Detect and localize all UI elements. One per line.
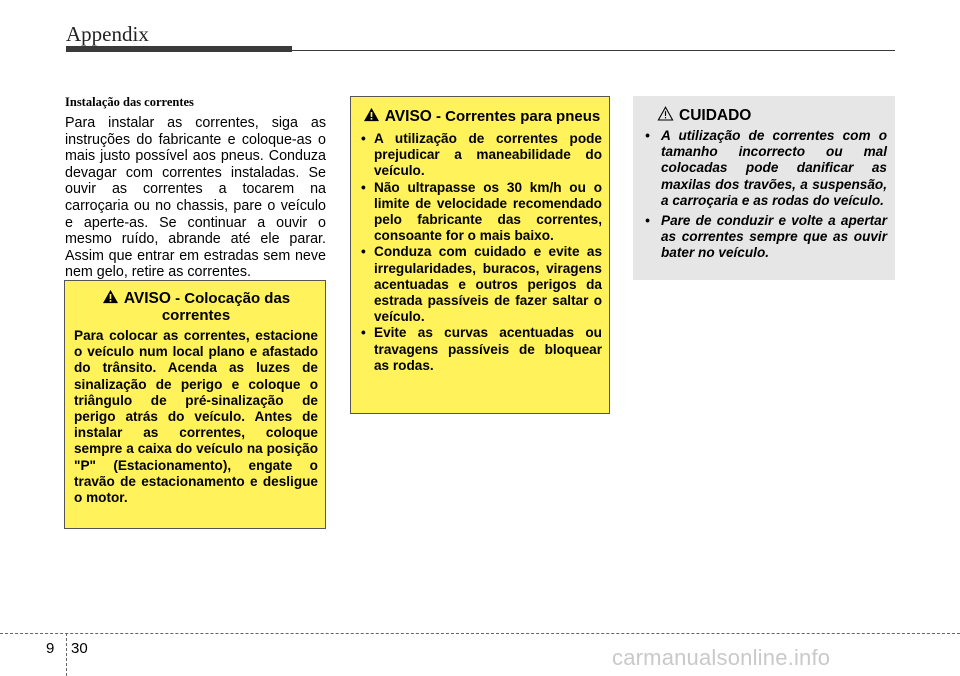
warning-title <box>74 289 318 324</box>
list-item: • Pare de conduzir e volte a apertar as correntes sempre que as ouvir bater no veículo. <box>641 213 887 262</box>
section-heading: Instalação das correntes <box>65 95 194 109</box>
header-bar-thick <box>66 46 292 52</box>
warning-title-label: AVISO <box>123 290 171 307</box>
warning-box-tire-chains <box>350 96 610 414</box>
warning-title-label: AVISO <box>384 108 432 125</box>
footer-rule <box>0 633 960 634</box>
header-title: Appendix <box>66 22 149 46</box>
list-item: • Conduza com cuidado e evite as irregularidades, buracos, viragens acentuadas e outros perigos da estrada passíveis de fazer saltar o veículo. <box>361 244 602 325</box>
list-item: • Evite as curvas acentuadas ou travagens passíveis de bloquear as rodas. <box>361 325 602 374</box>
chapter-number: 9 <box>46 640 55 657</box>
caution-title <box>657 106 887 124</box>
footer-divider <box>66 633 67 676</box>
caution-box <box>633 96 895 280</box>
main-section <box>65 95 326 281</box>
header-rule <box>292 50 895 51</box>
warning-box-chain-installation <box>64 280 326 529</box>
caution-title-label: CUIDADO <box>679 107 752 124</box>
caution-triangle-outline-icon <box>657 106 674 121</box>
watermark: carmanualsonline.info <box>612 645 831 670</box>
warning-triangle-icon <box>363 107 380 122</box>
list-item: • A utilização de correntes pode prejudicar a maneabilidade do veículo. <box>361 131 602 180</box>
list-item: • Não ultrapasse os 30 km/h ou o limite de velocidade recomendado pelo fabricante das correntes, consoante for o mais baixo. <box>361 180 602 245</box>
list-item: • A utilização de correntes com o tamanho incorrecto ou mal colocadas pode danificar as maxilas dos travões, a suspensão, a carroçaria e as rodas do veículo. <box>641 128 887 209</box>
warning-title-subtitle: - Colocação das correntes <box>161 290 291 324</box>
section-body: Para instalar as correntes, siga as instruções do fabricante e coloque-as o mais justo possível aos pneus. Conduza devagar com correntes instaladas. Se ouvir as correntes a tocarem na carroçaria ou no chassis, pare o veículo e aperte-as. Se continuar a ouvir o mesmo ruído, abrande até ele parar. Assim que entrar em estradas sem neve nem gelo, retire as correntes. <box>65 115 326 281</box>
warning-list <box>361 131 602 374</box>
warning-text: Para colocar as correntes, estacione o veículo num local plano e afastado do trânsito. Acenda as luzes de sinalização de perigo e coloque o triângulo de pré-sinalização de perigo atrás do veículo. Antes de instalar as correntes, coloque sempre a caixa do veículo na posição "P" (Estacionamento), engate o travão de estacionamento e desligue o motor. <box>74 328 318 506</box>
page-number: 30 <box>71 640 88 657</box>
warning-title <box>361 107 602 125</box>
caution-list <box>641 128 887 262</box>
warning-triangle-icon <box>102 289 119 304</box>
warning-title-subtitle: - Correntes para pneus <box>431 108 601 125</box>
